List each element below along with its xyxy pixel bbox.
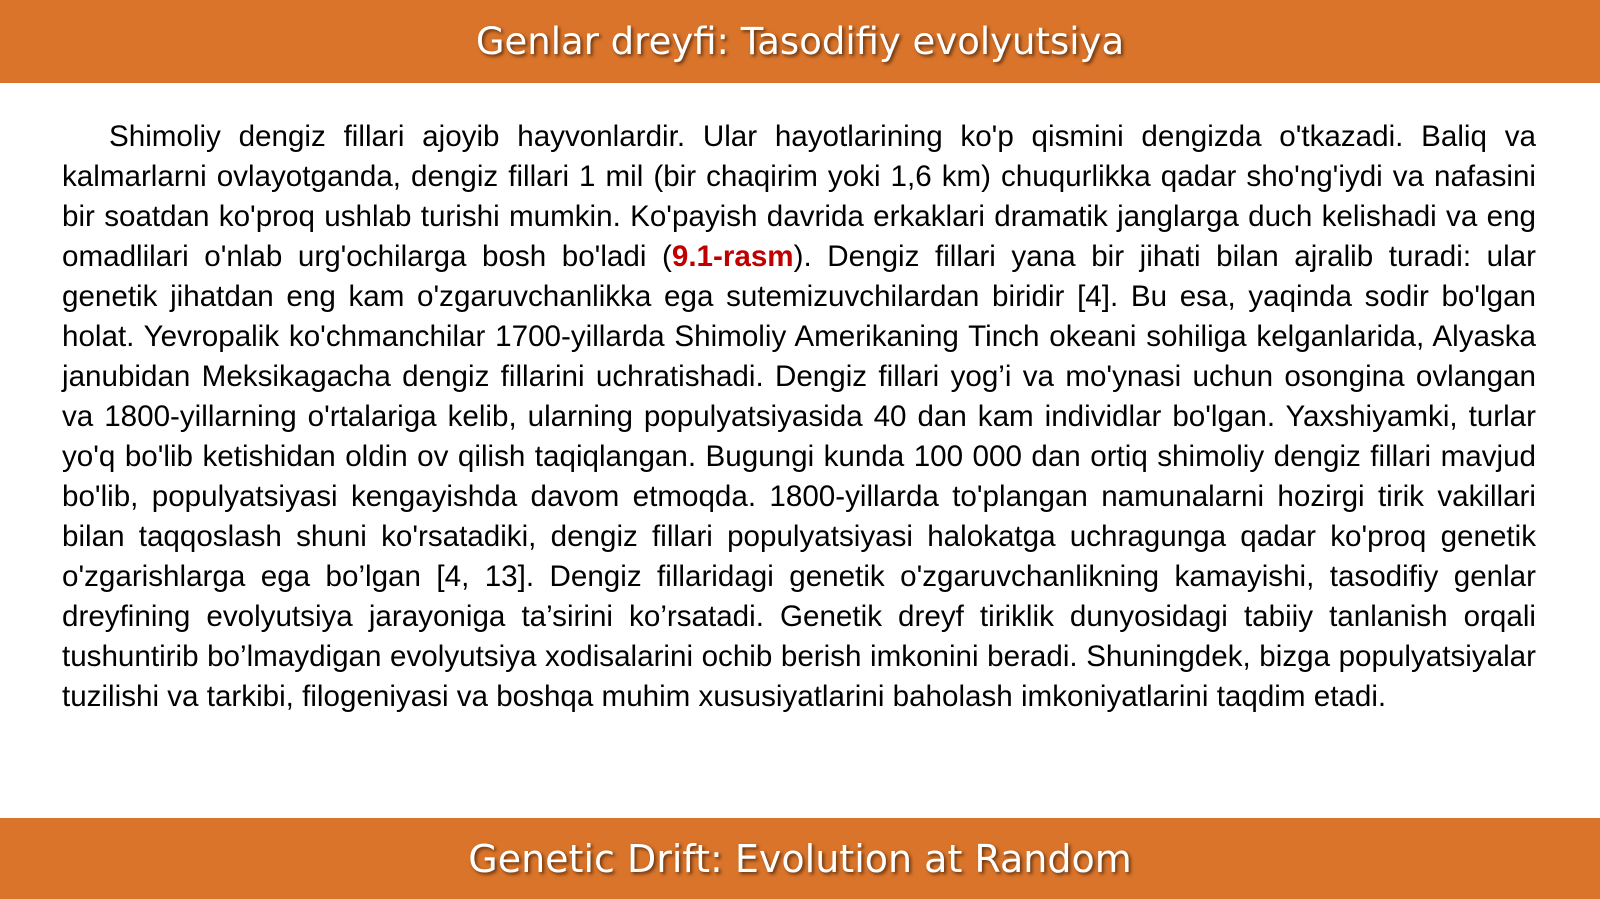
footer-banner <box>0 818 1600 899</box>
paragraph-text-part1: Shimoliy dengiz fillari ajoyib hayvonlardir. Ular hayotlarining ko'p qismini dengizda o'tkazadi. Baliq va kalmarlarni ovlayotganda, dengiz fillari 1 mil (bir chaqirim yoki 1,6 km) chuqurlikka qadar sho'ng'iydi va nafasini bir soatdan ko'proq ushlab turishi mumkin. Ko'payish davrida erkaklari dramatik janglarga duch kelishadi va eng omadlilari o'nlab urg'ochilarga bosh bo'ladi ( <box>62 120 1536 273</box>
english-title: Genetic Drift: Evolution at Random <box>468 836 1132 881</box>
body-paragraph <box>62 117 1536 717</box>
page-title: Genlar dreyfi: Tasodifiy evolyutsiya <box>475 20 1125 63</box>
header-banner <box>0 0 1600 83</box>
paragraph-text-part2: ). Dengiz fillari yana bir jihati bilan ajralib turadi: ular genetik jihatdan eng kam o'zgaruvchanlikka ega sutemizuvchilardan biridir [4]. Bu esa, yaqinda sodir bo'lgan holat. Yevropalik ko'chmanchilar 1700-yillarda Shimoliy Amerikaning Tinch okeani sohiliga kelganlarida, Alyaska janubidan Meksikagacha dengiz fillarini uchratishadi. Dengiz fillari yog’i va mo'ynasi uchun osongina ovlangan va 1800-yillarning o'rtalariga kelib, ularning populyatsiyasida 40 dan kam individlar bo'lgan. Yaxshiyamki, turlar yo'q bo'lib ketishidan oldin ov qilish taqiqlangan. Bugungi kunda 100 000 dan ortiq shimoliy dengiz fillari mavjud bo'lib, populyatsiyasi kengayishda davom etmoqda. 1800-yillarda to'plangan namunalarni hozirgi tirik vakillari bilan taqqoslash shuni ko'rsatadiki, dengiz fillari populyatsiyasi halokatga uchragunga qadar ko'proq genetik o'zgarishlarga ega bo’lgan [4, 13]. Dengiz fillaridagi genetik o'zgaruvchanlikning kamayishi, tasodifiy genlar dreyfining evolyutsiya jarayoniga ta’sirini ko’rsatadi. Genetik dreyf tiriklik dunyosidagi tabiiy tanlanish orqali tushuntirib bo’lmaydigan evolyutsiya xodisalarini ochib berish imkonini beradi. Shuningdek, bizga populyatsiyalar tuzilishi va tarkibi, filogeniyasi va boshqa muhim xususiyatlarini baholash imkoniyatlarini taqdim etadi. <box>62 240 1536 713</box>
figure-reference-link[interactable]: 9.1-rasm <box>671 240 794 273</box>
